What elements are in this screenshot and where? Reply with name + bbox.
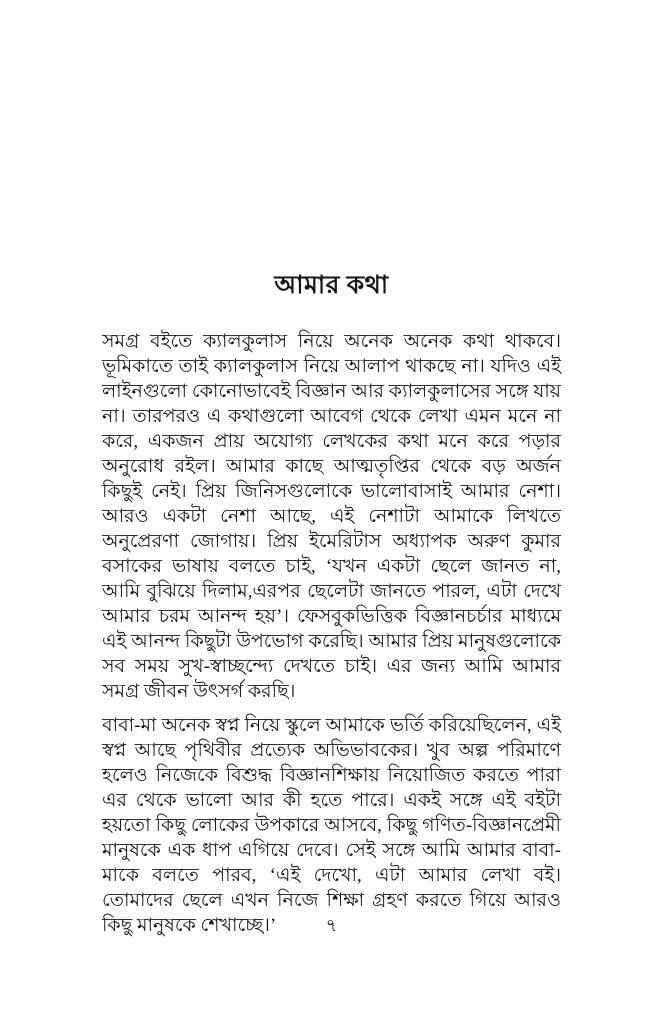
body-text <box>102 329 561 938</box>
page-number: ৭ <box>325 915 338 935</box>
paragraph: সমগ্র বইতে ক্যালকুলাস নিয়ে অনেক অনেক কথা থাকবে। ভূমিকাতে তাই ক্যালকুলাস নিয়ে আলাপ থাকছে না। যদিও এই লাইনগুলো কোনোভাবেই বিজ্ঞান আর ক্যালকুলাসের সঙ্গে যায় না। তারপরও এ কথাগুলো আবেগ থেকে লেখা এমন মনে না করে, একজন প্রায় অযোগ্য লেখকের কথা মনে করে পড়ার অনুরোধ রইল। আমার কাছে আত্মতৃপ্তির থেকে বড় অর্জন কিছুই নেই। প্রিয় জিনিসগুলোকে ভালোবাসাই আমার নেশা। আরও একটা নেশা আছে, এই নেশাটা আমাকে লিখতে অনুপ্রেরণা জোগায়। প্রিয় ইমেরিটাস অধ্যাপক অরুণ কুমার বসাকের ভাষায় বলতে চাই, ‘যখন একটা ছেলে জানত না, আমি বুঝিয়ে দিলাম,এরপর ছেলেটা জানতে পারল, এটা দেখে আমার চরম আনন্দ হয়’। ফেসবুকভিত্তিক বিজ্ঞানচর্চার মাধ্যমে এই আনন্দ কিছুটা উপভোগ করেছি। আমার প্রিয় মানুষগুলোকে সব সময় সুখ-স্বাচ্ছন্দ্যে দেখতে চাই। এর জন্য আমি আমার সমগ্র জীবন উৎসর্গ করছি। <box>102 331 561 702</box>
paragraph: বাবা-মা অনেক স্বপ্ন নিয়ে স্কুলে আমাকে ভর্তি করিয়েছিলেন, এই স্বপ্ন আছে পৃথিবীর প্রত্যেক অভিভাবকের। খুব অল্প পরিমাণে হলেও নিজেকে বিশুদ্ধ বিজ্ঞানশিক্ষায় নিয়োজিত করতে পারা এর থেকে ভালো আর কী হতে পারে। একই সঙ্গে এই বইটা হয়তো কিছু লোকের উপকারে আসবে, কিছু গণিত-বিজ্ঞানপ্রেমী মানুষকে এক ধাপ এগিয়ে দেবে। সেই সঙ্গে আমি আমার বাবা-মাকে বলতে পারব, ‘এই দেখো, এটা আমার লেখা বই। তোমাদের ছেলে এখন নিজে শিক্ষা গ্রহণ করতে গিয়ে আরও কিছু মানুষকে শেখাচ্ছে।’ <box>102 715 561 936</box>
chapter-title: আমার কথা <box>274 272 389 299</box>
